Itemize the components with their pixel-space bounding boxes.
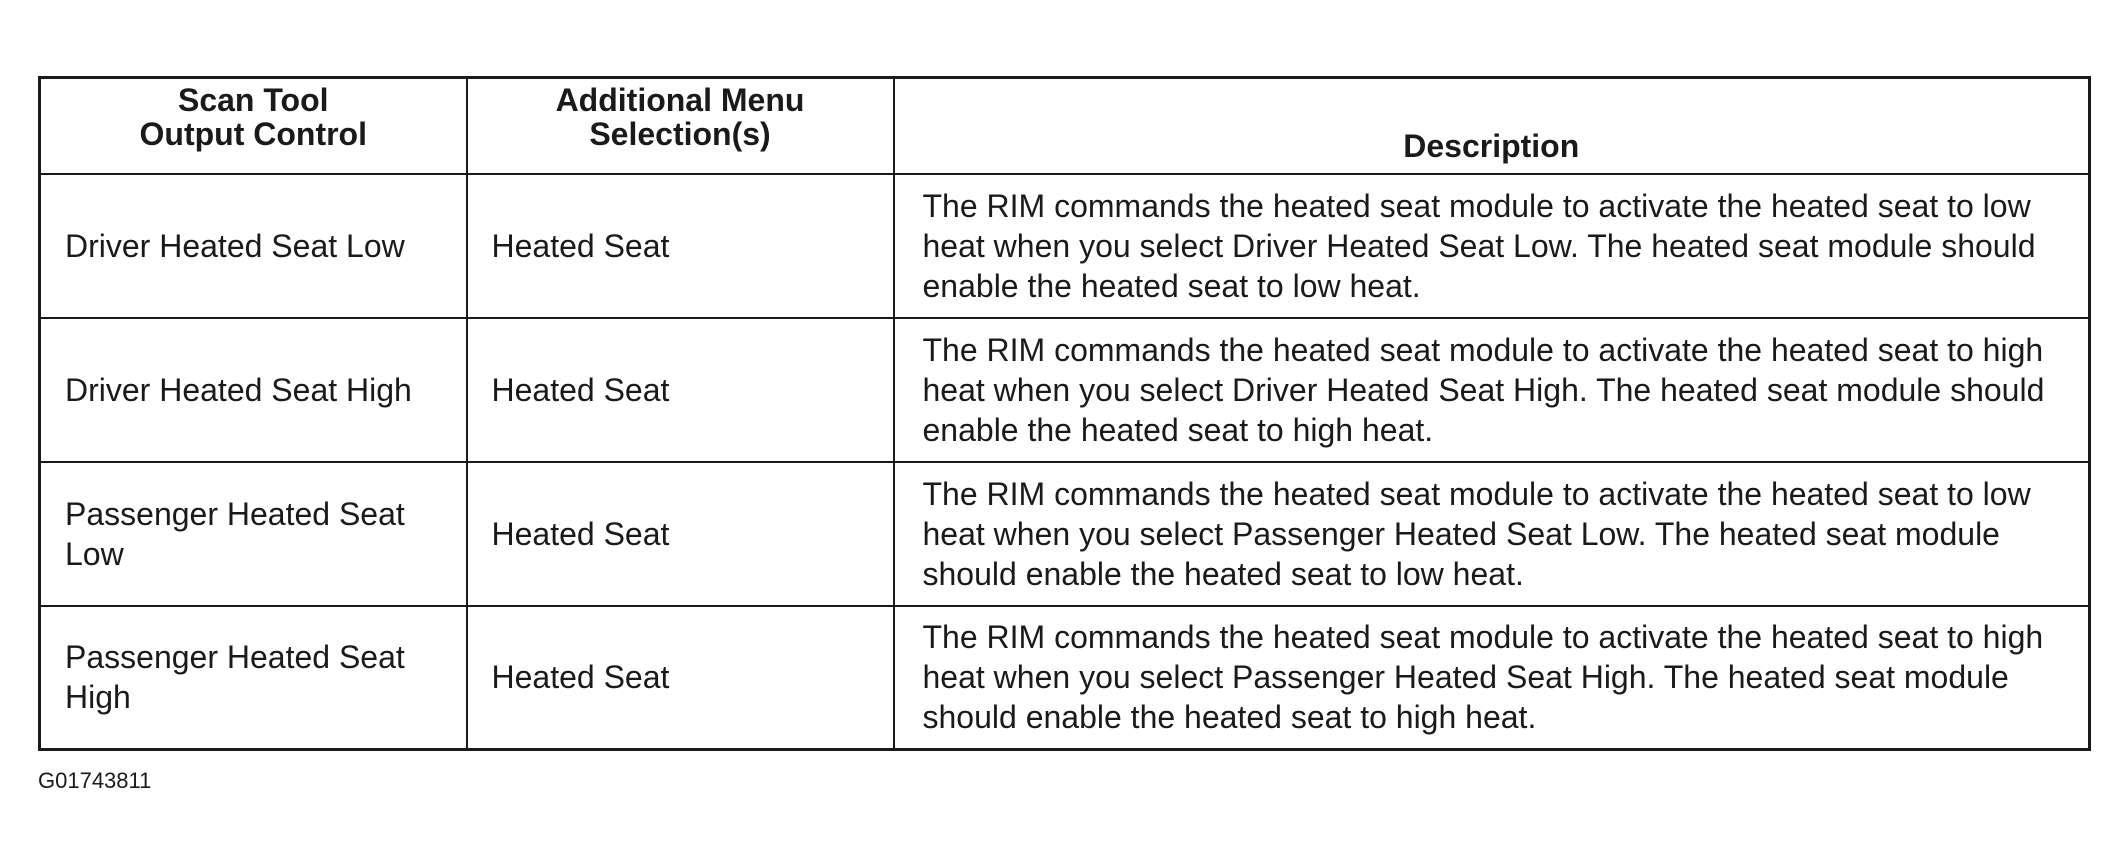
table-row bbox=[40, 462, 2090, 606]
cell-menu-selection: Heated Seat bbox=[467, 606, 894, 750]
header-col2-line2: Selection(s) bbox=[589, 116, 771, 152]
table-header bbox=[40, 78, 2090, 174]
table-row bbox=[40, 318, 2090, 462]
cell-output-control: Driver Heated Seat High bbox=[40, 318, 467, 462]
table-body bbox=[40, 174, 2090, 750]
table-row bbox=[40, 174, 2090, 318]
cell-output-control: Passenger Heated Seat High bbox=[40, 606, 467, 750]
cell-description: The RIM commands the heated seat module to activate the heated seat to low heat when you select Driver Heated Seat Low. The heated seat module should enable the heated seat to low heat. bbox=[894, 174, 2090, 318]
cell-output-control: Driver Heated Seat Low bbox=[40, 174, 467, 318]
cell-menu-selection: Heated Seat bbox=[467, 462, 894, 606]
header-col2-line1: Additional Menu bbox=[555, 82, 805, 118]
header-additional-menu-selections bbox=[467, 78, 894, 174]
table-row bbox=[40, 606, 2090, 750]
figure-id: G01743811 bbox=[38, 768, 152, 793]
cell-output-control: Passenger Heated Seat Low bbox=[40, 462, 467, 606]
cell-menu-selection: Heated Seat bbox=[467, 318, 894, 462]
header-scan-tool-output-control bbox=[40, 78, 467, 174]
header-col1-line1: Scan Tool bbox=[177, 82, 329, 118]
cell-description: The RIM commands the heated seat module to activate the heated seat to low heat when you select Passenger Heated Seat Low. The heated seat module should enable the heated seat to low heat. bbox=[894, 462, 2090, 606]
cell-description: The RIM commands the heated seat module to activate the heated seat to high heat when you select Passenger Heated Seat High. The heated seat module should enable the heated seat to high heat. bbox=[894, 606, 2090, 750]
header-col1-line2: Output Control bbox=[139, 116, 367, 152]
header-description: Description bbox=[894, 78, 2090, 174]
output-control-table bbox=[38, 76, 2091, 751]
header-row bbox=[40, 78, 2090, 174]
cell-menu-selection: Heated Seat bbox=[467, 174, 894, 318]
cell-description: The RIM commands the heated seat module to activate the heated seat to high heat when you select Driver Heated Seat High. The heated seat module should enable the heated seat to high heat. bbox=[894, 318, 2090, 462]
